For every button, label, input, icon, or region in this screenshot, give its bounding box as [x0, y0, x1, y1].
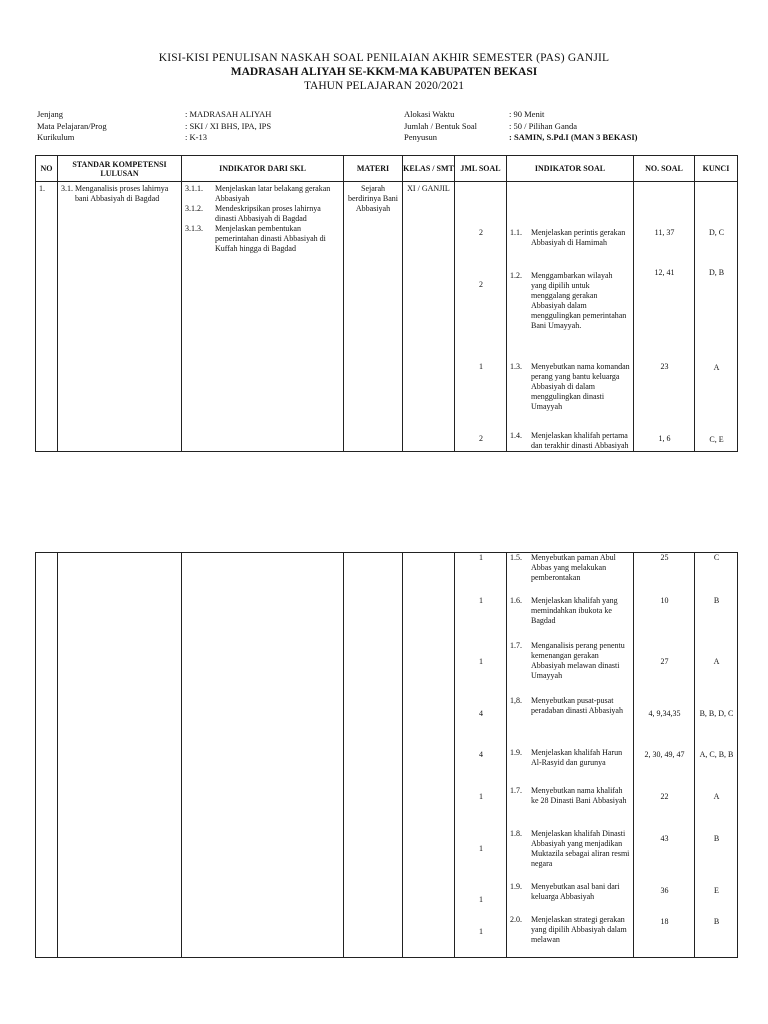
indikator-soal-item [507, 915, 634, 945]
no-soal-value: 1, 6 [658, 434, 671, 443]
item-text: Menjelaskan khalifah pertama dan terakhir dinasti Abbasiyah [531, 431, 629, 450]
item-num: 2.0. [510, 915, 522, 924]
info-key: Jumlah / Bentuk Soal [404, 120, 477, 131]
no-soal-value: 12, 41 [654, 268, 675, 277]
jml-value: 1 [479, 362, 483, 371]
no-soal-value: 4, 9,34,35 [648, 709, 681, 718]
jml-value: 2 [479, 434, 483, 443]
item-num: 1.4. [510, 431, 522, 440]
indikator-soal-cell [507, 553, 634, 958]
item-num: 1.9. [510, 748, 522, 757]
info-key: Alokasi Waktu [404, 109, 455, 119]
indikator-skl-cell [182, 182, 344, 452]
col-header-indikator-soal: INDIKATOR SOAL [507, 156, 634, 182]
item-num: 1.7. [510, 641, 522, 650]
kunci-value: D, C [708, 228, 725, 237]
indikator-soal-item [507, 829, 634, 869]
jml-value: 2 [479, 280, 483, 289]
item-num: 3.1.1. [185, 184, 203, 193]
standar-num: 3.1. [61, 184, 73, 193]
kunci-value: D, B [708, 268, 725, 277]
item-num: 1.7. [510, 786, 522, 795]
jml-value: 4 [479, 709, 483, 718]
info-key: Penyusun [404, 132, 438, 142]
jml-value: 1 [479, 657, 483, 666]
standar-item [61, 184, 179, 204]
jml-value: 1 [479, 927, 483, 936]
header-school: MADRASAH ALIYAH SE-KKM-MA KABUPATEN BEKASI [230, 66, 538, 78]
kunci-value: C, E [709, 435, 724, 444]
col-header-no-soal: NO. SOAL [634, 156, 695, 182]
standar-cell [58, 182, 182, 452]
info-row [404, 121, 637, 133]
indikator-soal-item [507, 786, 634, 806]
kunci-value: A [713, 792, 720, 801]
item-num: 1.1. [510, 228, 522, 237]
info-row [37, 132, 271, 144]
jml-value: 4 [479, 750, 483, 759]
col-header-materi: MATERI [344, 156, 403, 182]
indikator-soal-item [507, 553, 634, 583]
jml-value: 1 [479, 895, 483, 904]
item-text: Menjelaskan khalifah Harun Al-Rasyid dan gurunya [531, 748, 623, 767]
jml-value: 2 [479, 228, 483, 237]
indikator-soal-item [507, 748, 634, 768]
jml-value: 1 [479, 844, 483, 853]
no-soal-value: 27 [660, 657, 669, 666]
indikator-soal-item [507, 362, 634, 412]
col-header-kelas: KELAS / SMT [403, 156, 455, 182]
no-soal-value: 43 [660, 834, 669, 843]
kunci-value: B [713, 596, 720, 605]
item-num: 1,8. [510, 696, 522, 705]
item-text: Menjelaskan khalifah Dinasti Abbasiyah yang menjadikan Muktazila sebagai aliran resmi negara [531, 829, 630, 868]
kelas-cell: XI / GANJIL [403, 182, 455, 452]
item-num: 3.1.3. [185, 224, 203, 233]
item-num: 1.9. [510, 882, 522, 891]
row-no: 1. [36, 182, 58, 452]
info-row [37, 109, 271, 121]
no-soal-cell [634, 182, 695, 452]
indikator-soal-item [507, 431, 634, 451]
no-soal-value: 2, 30, 49, 47 [644, 750, 685, 759]
no-soal-value: 23 [660, 362, 669, 371]
no-soal-value: 10 [660, 596, 669, 605]
col-header-standar: STANDAR KOMPETENSI LULUSAN [58, 156, 182, 182]
item-text: Menggambarkan wilayah yang dipilih untuk menggalang gerakan Abbasiyah dalam menggulingkan pemerintahan Bani Umayyah. [531, 271, 627, 330]
kunci-value: B, B, D, C [699, 709, 734, 718]
standar-cell [58, 553, 182, 958]
indikator-skl-item [182, 204, 343, 224]
no-soal-value: 25 [660, 553, 669, 562]
indikator-soal-item [507, 696, 634, 716]
kunci-value: B [713, 834, 720, 843]
item-text: Mendeskripsikan proses lahirnya dinasti Abbasiyah di Bagdad [215, 204, 321, 223]
item-num: 1.2. [510, 271, 522, 280]
indikator-soal-item [507, 596, 634, 626]
item-text: Menjelaskan perintis gerakan Abbasiyah di Hamimah [531, 228, 626, 247]
indikator-soal-item [507, 271, 634, 331]
info-value: : K-13 [185, 132, 207, 142]
row-no [36, 553, 58, 958]
item-text: Menyebutkan pusat-pusat peradaban dinasti Abbasiyah [531, 696, 623, 715]
item-num: 1.8. [510, 829, 522, 838]
kunci-value: A [713, 363, 720, 372]
col-header-no: NO [36, 156, 58, 182]
no-soal-cell [634, 553, 695, 958]
item-text: Menganalisis perang penentu kemenangan gerakan Abbasiyah melawan dinasti Umayyah [531, 641, 625, 680]
item-num: 1.5. [510, 553, 522, 562]
header-year: TAHUN PELAJARAN 2020/2021 [303, 80, 465, 92]
kelas-cell [403, 553, 455, 958]
kunci-value: E [714, 886, 719, 895]
kunci-cell [695, 182, 738, 452]
no-soal-value: 22 [660, 792, 669, 801]
item-text: Menjelaskan khalifah yang memindahkan ibukota ke Bagdad [531, 596, 618, 625]
jml-cell [455, 553, 507, 958]
table-row [36, 182, 738, 452]
indikator-skl-item [182, 224, 343, 254]
standar-text: Menganalisis proses lahirnya bani Abbasiyah di Bagdad [75, 184, 169, 203]
document-header [0, 52, 768, 93]
info-value: : SKI / XI BHS, IPA, IPS [185, 120, 272, 131]
indikator-skl-cell [182, 553, 344, 958]
col-header-indikator-skl: INDIKATOR DARI SKL [182, 156, 344, 182]
header-title: KISI-KISI PENULISAN NASKAH SOAL PENILAIAN AKHIR SEMESTER (PAS) GANJIL [158, 52, 610, 64]
table-row [36, 553, 738, 958]
item-text: Menjelaskan strategi gerakan yang dipilih Abbasiyah dalam melawan [531, 915, 627, 944]
info-value: : SAMIN, S.Pd.I (MAN 3 BEKASI) [509, 132, 638, 142]
kisi-table-page2 [35, 552, 738, 958]
info-row [404, 132, 637, 144]
kunci-value: B [713, 917, 720, 926]
kunci-cell [695, 553, 738, 958]
info-key: Jenjang [37, 109, 63, 119]
item-text: Menjelaskan latar belakang gerakan Abbasiyah [215, 184, 331, 203]
jml-cell [455, 182, 507, 452]
item-num: 3.1.2. [185, 204, 203, 213]
item-text: Menyebutkan paman Abul Abbas yang melakukan pemberontakan [531, 553, 616, 582]
jml-value: 1 [479, 792, 483, 801]
no-soal-value: 11, 37 [654, 228, 675, 237]
item-text: Menyebutkan asal bani dari keluarga Abbasiyah [531, 882, 620, 901]
indikator-soal-item [507, 882, 634, 902]
info-key: Mata Pelajaran/Prog [37, 120, 107, 131]
item-text: Menyebutkan nama khalifah ke 28 Dinasti Bani Abbasiyah [531, 786, 627, 805]
kunci-value: C [713, 553, 720, 562]
item-num: 1.6. [510, 596, 522, 605]
info-row [404, 109, 637, 121]
info-value: : 50 / Pilihan Ganda [509, 120, 577, 131]
materi-cell: Sejarah berdirinya Bani Abbasiyah [344, 182, 403, 452]
materi-cell [344, 553, 403, 958]
jml-value: 1 [479, 553, 483, 562]
kisi-table-page1 [35, 155, 738, 452]
info-key: Kurikulum [37, 132, 75, 142]
col-header-jml: JML SOAL [455, 156, 507, 182]
no-soal-value: 18 [660, 917, 669, 926]
info-left [37, 109, 271, 144]
item-text: Menyebutkan nama komandan perang yang bantu keluarga Abbasiyah di dalam menggulingkan dinasti Umayyah [531, 362, 630, 411]
indikator-skl-item [182, 184, 343, 204]
item-num: 1.3. [510, 362, 522, 371]
table-header-row [36, 156, 738, 182]
item-text: Menjelaskan pembentukan pemerintahan dinasti Abbasiyah di Kuffah hingga di Bagdad [215, 224, 326, 253]
info-row [37, 121, 271, 133]
indikator-soal-cell [507, 182, 634, 452]
col-header-kunci: KUNCI [695, 156, 738, 182]
kunci-value: A, C, B, B [699, 750, 734, 759]
kunci-value: A [713, 657, 720, 666]
info-value: : MADRASAH ALIYAH [185, 109, 272, 119]
info-value: : 90 Menit [509, 109, 545, 119]
no-soal-value: 36 [660, 886, 669, 895]
info-right [404, 109, 637, 144]
jml-value: 1 [479, 596, 483, 605]
indikator-soal-item [507, 228, 634, 248]
indikator-soal-item [507, 641, 634, 681]
